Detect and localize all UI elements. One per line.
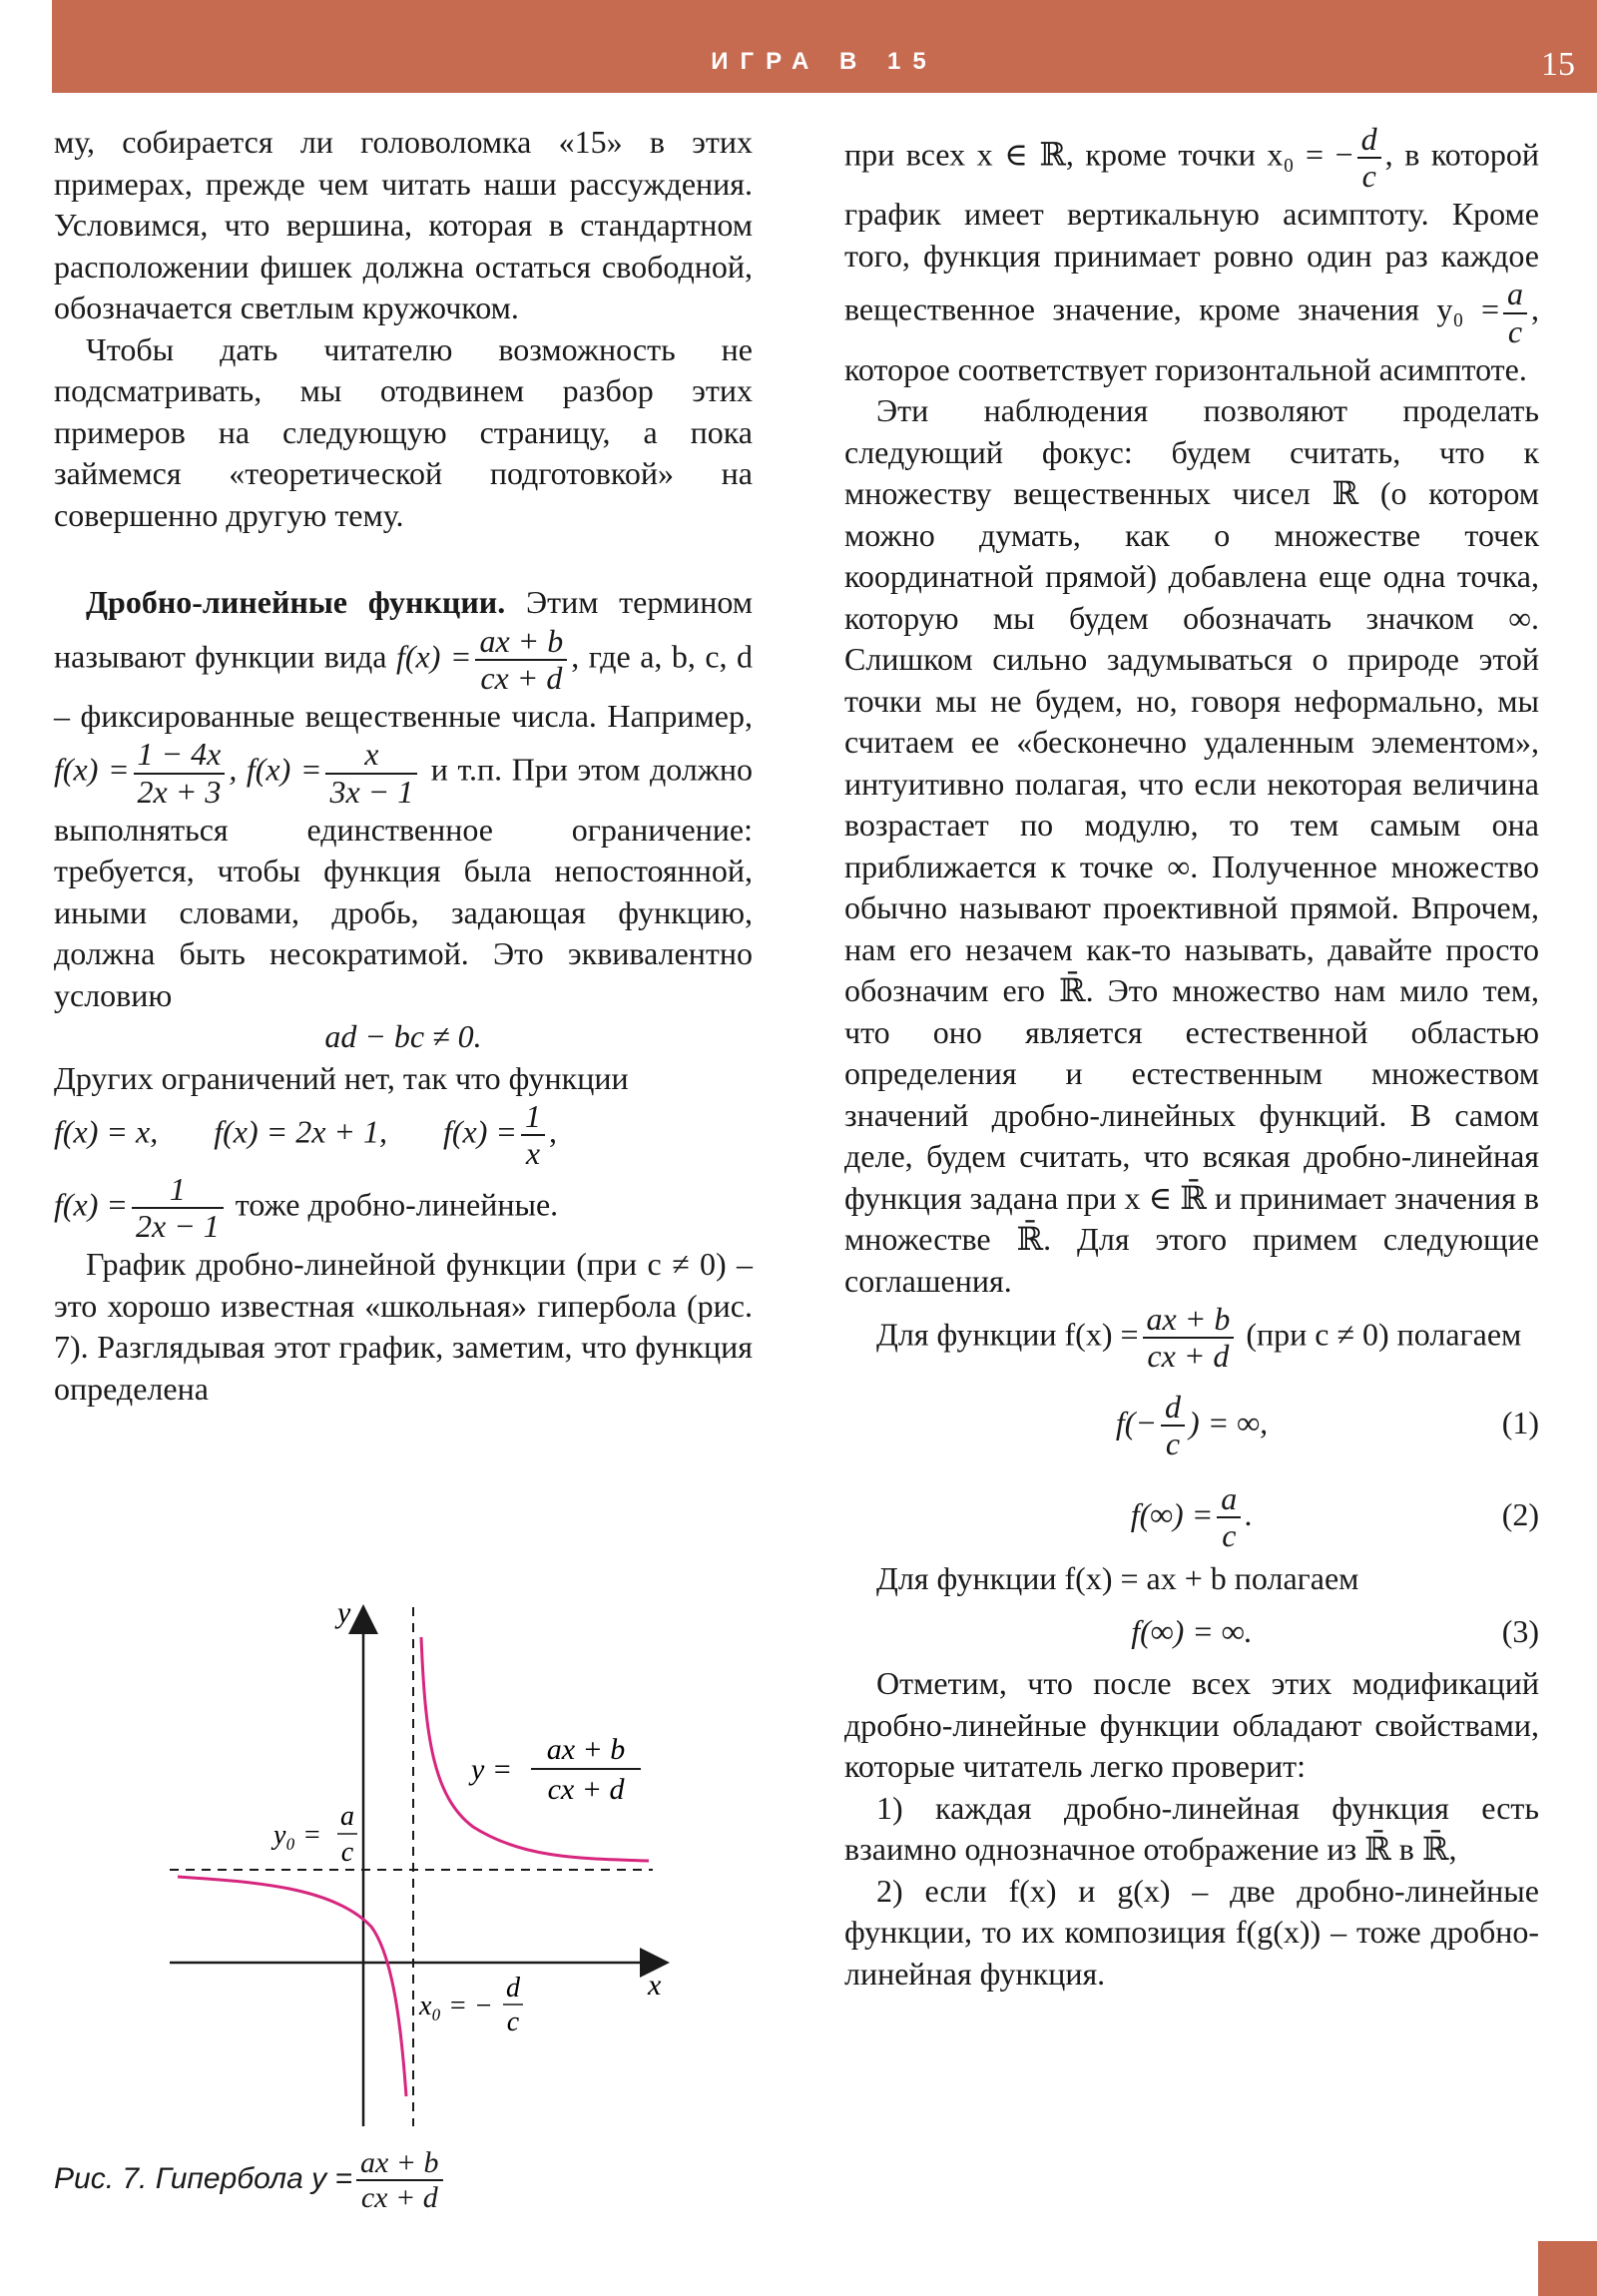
x0-label-num: d	[506, 1973, 520, 2004]
fraction-eq2: $\frac{a}{c}$	[1217, 1481, 1241, 1553]
x0-label-lhs: x₀ = −	[419, 1991, 493, 2021]
equation-3-number: (3)	[1501, 1613, 1539, 1650]
left-paragraph-2: Чтобы дать читателю возможность не подсматривать, мы отодвинем разбор этих примеров на следующую страницу, а пока займемся «теоретической подготовкой» на совершенно другую тему.	[54, 330, 753, 533]
section-heading: Дробно-линейные функции.	[86, 584, 506, 620]
fraction-eq1: $\frac{d}{c}$	[1161, 1390, 1185, 1461]
fraction-example-3: $\frac{1}{x}$	[521, 1099, 545, 1171]
figure-caption: Рис. 7. Гипербола y = $\frac{ax + b}{cx + d}$	[54, 2146, 447, 2214]
hyperbola-left-branch	[178, 1877, 406, 2096]
fraction-example-1: $\frac{1 - 4x}{2x + 3}$	[134, 737, 226, 809]
fraction-definition: $\frac{ax + b}{cx + d}$	[475, 624, 567, 696]
fraction-example-2: $\frac{x}{3x - 1}$	[325, 737, 417, 809]
equation-1-number: (1)	[1501, 1404, 1539, 1440]
left-column	[54, 122, 753, 1410]
caption-fraction: $\frac{ax + b}{cx + d}$	[356, 2146, 443, 2214]
running-header	[52, 0, 1597, 93]
left-paragraph-1: му, собирается ли головоломка «15» в этих примерах, прежде чем читать наши рассуждения. Условимся, что вершина, которая в стандартном расположении фишек должна остаться свободной, обозначается светлым кружочком.	[54, 124, 753, 325]
left-paragraph-4: Других ограничений нет, так что функции f(x) = x, f(x) = 2x + 1, f(x) = $\frac{1}{x}$ , f(x) = $\frac{1}{2x - 1}$ тоже дробно-линейные.	[54, 1059, 629, 1244]
hyperbola-figure	[54, 1587, 753, 2266]
right-paragraph-3: Для функции f(x) = $\frac{ax + b}{cx + d}$ (при c ≠ 0) полагаем	[876, 1301, 1522, 1375]
x-axis-label: x	[648, 1969, 662, 2002]
equation-1: f(− $\frac{d}{c}$ ) = ∞, (1)	[844, 1375, 1539, 1470]
equation-2-number: (2)	[1501, 1495, 1539, 1532]
x0-label-den: c	[506, 2007, 520, 2037]
right-paragraph-1: при всех x ∈ ℝ, кроме точки x₀ = − $\frac{d}{c}$ , в которой график имеет вертикальную асимптоту. Кроме того, функция принимает ровно один раз каждое вещественное значение, кроме значения y₀ = $\frac{a}{c}$ , которое соответствует горизонтальной асимптоте.	[844, 121, 1540, 387]
fraction-x0: $\frac{d}{c}$	[1357, 122, 1381, 194]
property-item-1: 1) каждая дробно-линейная функция есть взаимно однозначное отображение из ℝ̄ в ℝ̄,	[844, 1789, 1539, 1868]
left-paragraph-3: Дробно-линейные функции. Этим термином называют функции вида f(x) = $\frac{ax + b}{cx + d}$ , где a, b, c, d – фиксированные вещественные числа. Например, f(x) = $\frac{1 - 4x}{2x + 3}$ , f(x) = $\frac{x}{3x - 1}$ и т.п. При этом должно выполняться единственное ограничение: требуется, чтобы функция была непостоянной, иными словами, дробь, задающая функцию, должна быть несократимой. Это эквивалентно условию	[54, 584, 754, 1013]
right-paragraph-4: Для функции f(x) = ax + b полагаем	[876, 1559, 1359, 1596]
fraction-function: $\frac{ax + b}{cx + d}$	[1143, 1302, 1235, 1374]
page-number: 15	[1541, 46, 1575, 83]
curve-label-den: cx + d	[547, 1773, 625, 1806]
right-paragraph-2: Эти наблюдения позволяют проделать следующий фокус: будем считать, что к множеству вещественных чисел ℝ (о котором можно думать, как о множестве точек координатной прямой) добавлена еще одна точка, которую мы будем обозначать значком ∞. Слишком сильно задумываться о природе этой точки мы не будем, но, говоря неформально, мы считаем ее «бесконечно удаленным элементом», интуитивно полагая, что если некоторая величина возрастает по модулю, то тем самым она приближается к точке ∞. Полученное множество обычно называют проективной прямой. Впрочем, нам его незачем как-то называть, давайте просто обозначим его ℝ̄. Это множество нам мило тем, что оно является естественной областью определения и естественным множеством значений дробно-линейных функций. В самом деле, будем считать, что всякая дробно-линейная функция задана при x ∈ ℝ̄ и принимает значения в множестве ℝ̄. Для этого примем следующие соглашения.	[844, 392, 1539, 1299]
property-item-2: 2) если f(x) и g(x) – две дробно-линейные функции, то их композиция f(g(x)) – тоже дробно-линейная функция.	[844, 1872, 1539, 1992]
y-axis-label: y	[337, 1596, 351, 1629]
header-title: ИГРА В 15	[711, 48, 938, 75]
condition-formula: ad − bc ≠ 0.	[324, 1018, 482, 1055]
left-paragraph-5: График дробно-линейной функции (при c ≠ 0) – это хорошо известная «школьная» гипербола (рис. 7). Разглядывая этот график, заметим, что функция определена	[54, 1246, 753, 1407]
equation-2: f(∞) = $\frac{a}{c}$ . (2)	[844, 1470, 1539, 1558]
fraction-y0: $\frac{a}{c}$	[1503, 277, 1527, 348]
y0-label-num: a	[340, 1801, 354, 1832]
equation-3: f(∞) = ∞. (3)	[844, 1599, 1539, 1663]
corner-decoration	[1538, 2241, 1597, 2296]
y0-label-den: c	[340, 1837, 354, 1868]
curve-label-num: ax + b	[546, 1733, 626, 1766]
curve-label-lhs: y =	[471, 1753, 513, 1786]
fraction-example-4: $\frac{1}{2x - 1}$	[132, 1172, 224, 1244]
right-paragraph-5: Отметим, что после всех этих модификаций дробно-линейные функции обладают свойствами, которые читатель легко проверит:	[844, 1665, 1539, 1785]
hyperbola-graph	[54, 1587, 753, 2126]
y0-label-lhs: y₀ =	[273, 1820, 322, 1851]
right-column	[844, 122, 1539, 1995]
